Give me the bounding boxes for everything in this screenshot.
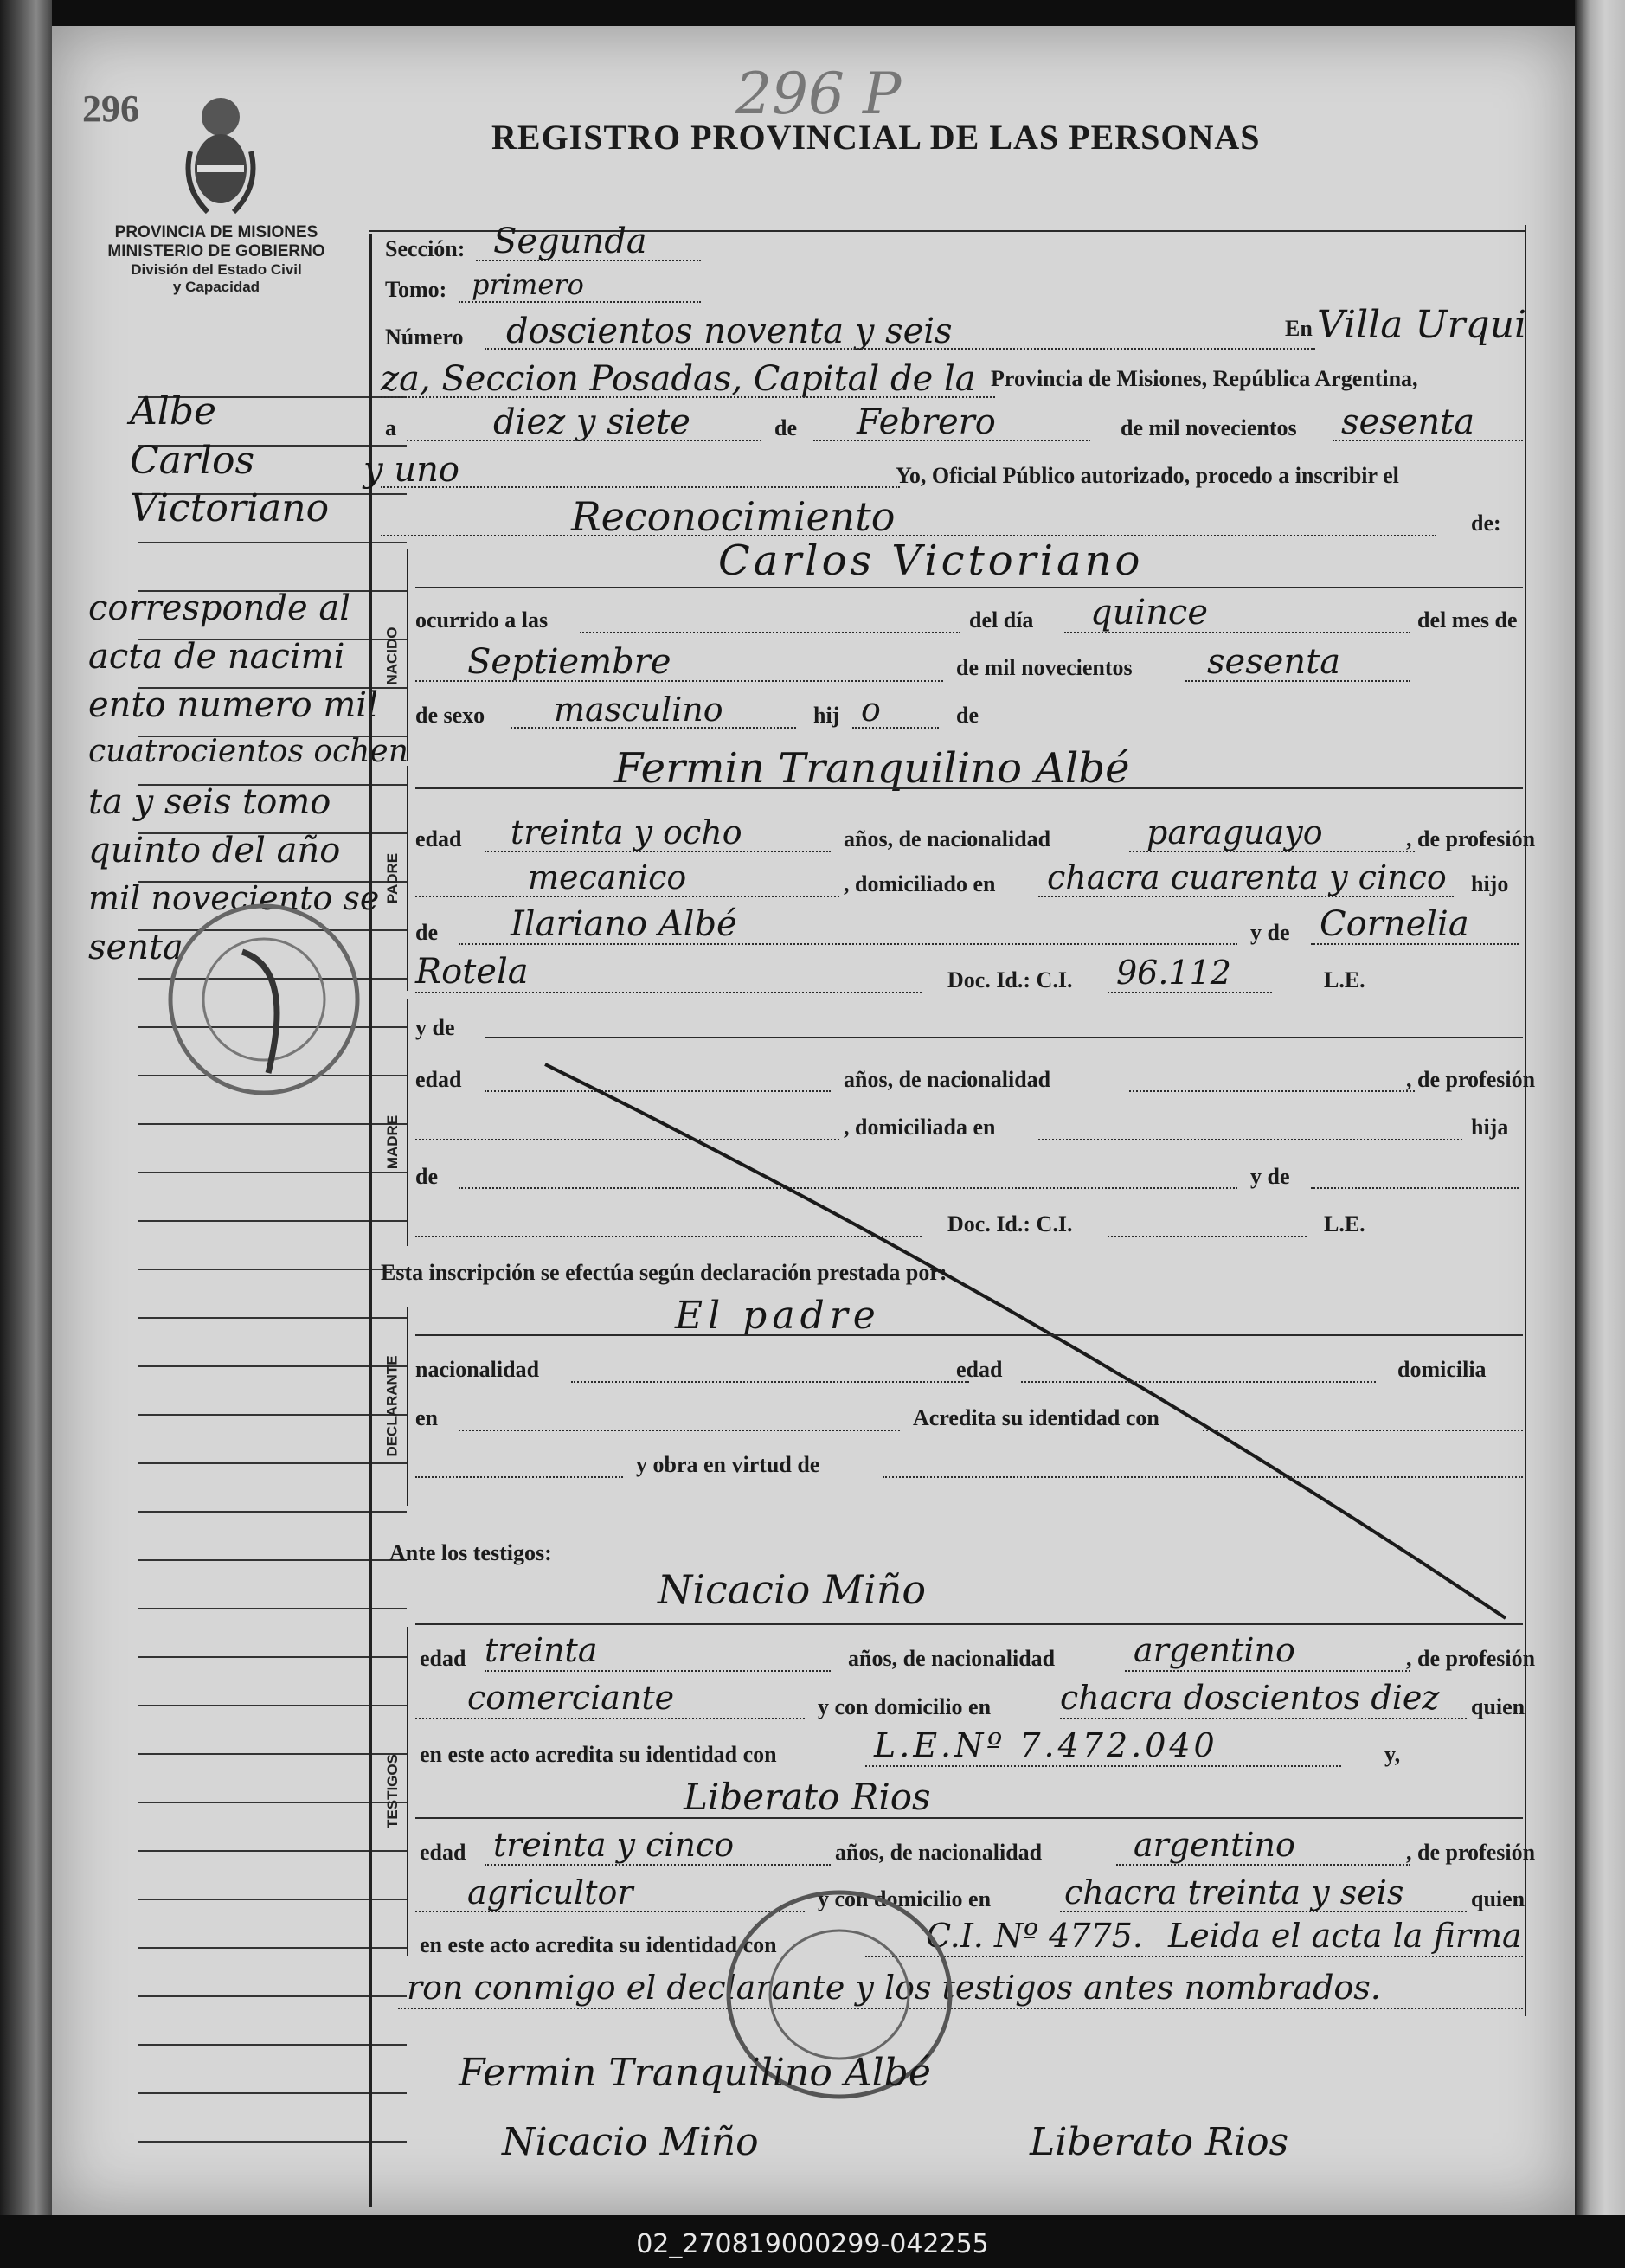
madre-hija-label: hija — [1471, 1115, 1509, 1140]
del-dia-label: del día — [969, 607, 1034, 633]
padre-le-label: L.E. — [1324, 967, 1365, 993]
org-division: División del Estado Civil — [131, 261, 302, 278]
t1-nac-label: años, de nacionalidad — [848, 1646, 1056, 1671]
margin-surname: Albe — [130, 389, 217, 434]
padre-edad-label: edad — [415, 826, 462, 851]
padre-dom-label: , domiciliado en — [844, 871, 996, 896]
padre-de-label: de — [415, 920, 438, 945]
witness1-address: chacra doscientos diez — [1060, 1679, 1440, 1717]
witness2-profession: agricultor — [467, 1873, 633, 1911]
witness1-id: L.E.Nº 7.472.040 — [874, 1726, 1218, 1764]
t2-prof-label: , de profesión — [1406, 1840, 1536, 1865]
margin-divider — [369, 234, 372, 2207]
del-mes-label: del mes de — [1417, 607, 1518, 633]
nacido-bracket — [407, 549, 408, 761]
en-label: En — [1285, 316, 1313, 341]
padre-prof-label: , de profesión — [1406, 826, 1536, 851]
padre-doc-label: Doc. Id.: C.I. — [947, 967, 1073, 993]
madre-le-label: L.E. — [1324, 1211, 1365, 1237]
testigos-section-label: TESTIGOS — [384, 1754, 401, 1828]
seccion-value: Segunda — [493, 222, 647, 261]
register-page — [52, 26, 1575, 2215]
adjacent-page-edge — [1575, 0, 1625, 2215]
page-title: REGISTRO PROVINCIAL DE LAS PERSONAS — [491, 118, 1261, 157]
sexo-label: de sexo — [415, 703, 485, 728]
sexo-value: masculino — [554, 691, 723, 729]
en-value: Villa Urqui — [1317, 303, 1527, 347]
margin-note-line: mil noveciento se — [88, 879, 380, 917]
madre-doc-label: Doc. Id.: C.I. — [947, 1211, 1073, 1237]
province-text: Provincia de Misiones, República Argentina, — [991, 366, 1418, 391]
father-id-number: 96.112 — [1116, 954, 1231, 992]
declarante-nac-label: nacionalidad — [415, 1357, 540, 1382]
year-label: de mil novecientos — [1121, 415, 1297, 440]
margin-note-line: acta de nacimi — [88, 637, 345, 677]
t1-edad-label: edad — [420, 1646, 466, 1671]
madre-prof-label: , de profesión — [1406, 1067, 1536, 1092]
hij-value: o — [861, 691, 881, 729]
paternal-grandfather: Ilariano Albé — [511, 904, 737, 944]
t1-prof-label: , de profesión — [1406, 1646, 1536, 1671]
birth-month: Septiembre — [467, 642, 671, 682]
t1-y-label: y, — [1384, 1742, 1401, 1767]
madre-yde-label: y de — [415, 1015, 455, 1040]
paternal-grandmother: Cornelia — [1320, 904, 1469, 944]
testigos-bracket — [407, 1627, 408, 1956]
birth-year-label: de mil novecientos — [956, 655, 1133, 680]
declarante-bracket — [407, 1307, 408, 1506]
madre-section-label: MADRE — [384, 1115, 401, 1170]
madre-bracket — [407, 999, 408, 1246]
declarante-dom-label: domicilia — [1397, 1357, 1487, 1382]
org-ministry: MINISTERIO DE GOBIERNO — [107, 242, 325, 260]
closing-line-2: ron conmigo el declarante y los testigos antes nombrados. — [407, 1969, 1381, 2007]
madre-edad-label: edad — [415, 1067, 462, 1092]
birth-day: quince — [1090, 593, 1208, 633]
act-type: Reconocimiento — [571, 493, 896, 540]
father-name: Fermin Tranquilino Albé — [614, 744, 1130, 793]
madre-dom-label: , domiciliada en — [844, 1115, 996, 1140]
nacido-section-label: NACIDO — [384, 626, 401, 685]
image-filename: 02_270819000299-042255 — [636, 2228, 989, 2259]
father-profession: mecanico — [528, 858, 687, 896]
madre-nac-label: años, de nacionalidad — [844, 1067, 1051, 1092]
parents-de-label: de — [956, 703, 979, 728]
witness2-name: Liberato Rios — [684, 1776, 931, 1818]
witness1-age: treinta — [485, 1631, 598, 1669]
padre-nac-label: años, de nacionalidad — [844, 826, 1051, 851]
t1-acredita-label: en este acto acredita su identidad con — [420, 1742, 777, 1767]
tomo-label: Tomo: — [385, 277, 447, 302]
t2-acredita-label: en este acto acredita su identidad con — [420, 1932, 777, 1957]
closing-line-1: Leida el acta la firma — [1168, 1917, 1522, 1955]
margin-note-line: cuatrocientos ochen — [88, 734, 408, 769]
page-number-stamp: 296 — [82, 87, 139, 130]
witness2-address: chacra treinta y seis — [1064, 1873, 1404, 1911]
witness2-age: treinta y cinco — [493, 1826, 735, 1864]
registration-day: diez y siete — [493, 402, 690, 442]
coat-of-arms-emblem — [182, 91, 260, 221]
t2-nac-label: años, de nacionalidad — [835, 1840, 1043, 1865]
t2-quien-label: quien — [1471, 1886, 1525, 1911]
margin-note-line: quinto del año — [88, 831, 341, 871]
act-de-label: de: — [1471, 511, 1501, 536]
declarante-en-label: en — [415, 1405, 438, 1430]
padre-yde-label: y de — [1250, 920, 1290, 945]
book-spine — [0, 0, 52, 2215]
date-a-label: a — [385, 415, 396, 440]
seccion-label: Sección: — [385, 236, 466, 261]
margin-first-name: Carlos — [130, 439, 255, 483]
tomo-value: primero — [472, 268, 584, 301]
padre-hijo-label: hijo — [1471, 871, 1509, 896]
father-address: chacra cuarenta y cinco — [1047, 858, 1447, 896]
margin-note-line: corresponde al — [88, 588, 351, 628]
madre-de-label: de — [415, 1164, 438, 1189]
oficial-statement: Yo, Oficial Público autorizado, procedo a inscribir el — [896, 463, 1399, 488]
t2-dom-label: y con domicilio en — [818, 1886, 992, 1911]
t1-dom-label: y con domicilio en — [818, 1694, 992, 1719]
margin-note-line: ta y seis tomo — [88, 782, 331, 822]
testigos-intro: Ante los testigos: — [389, 1540, 552, 1565]
father-age: treinta y ocho — [511, 813, 742, 851]
signature-witness1: Nicacio Miño — [502, 2120, 759, 2164]
signature-declarante: Fermin Tranquilino Albé — [459, 2051, 931, 2095]
inscripcion-statement: Esta inscripción se efectúa según declaración prestada por: — [381, 1260, 947, 1285]
paternal-grandmother-cont: Rotela — [415, 952, 529, 992]
signature-witness2: Liberato Rios — [1030, 2120, 1289, 2164]
date-de-label: de — [774, 415, 797, 440]
declarante-obra-label: y obra en virtud de — [636, 1452, 820, 1477]
declarante-section-label: DECLARANTE — [384, 1355, 401, 1457]
org-province: PROVINCIA DE MISIONES — [114, 223, 318, 241]
cancellation-stroke — [536, 1056, 1575, 1627]
margin-note-line: senta — [88, 928, 183, 967]
declarante-value: El padre — [675, 1294, 881, 1338]
padre-bracket — [407, 766, 408, 991]
t1-quien-label: quien — [1471, 1694, 1525, 1719]
witness2-nationality: argentino — [1134, 1826, 1295, 1864]
margin-middle-name: Victoriano — [130, 486, 330, 530]
registration-year-cont: y uno — [363, 450, 459, 490]
padre-section-label: PADRE — [384, 852, 401, 904]
margin-note-line: ento numero mil — [88, 685, 378, 725]
declarante-edad-label: edad — [956, 1357, 1003, 1382]
witness1-name: Nicacio Miño — [658, 1566, 927, 1613]
registry-seal-stamp — [164, 900, 363, 1099]
madre-yde2-label: y de — [1250, 1164, 1290, 1189]
declarante-acredita-label: Acredita su identidad con — [913, 1405, 1159, 1430]
numero-label: Número — [385, 324, 464, 350]
ocurrido-label: ocurrido a las — [415, 607, 549, 633]
page-number-handwritten: 296 P — [735, 61, 902, 127]
witness2-id: C.I. Nº 4775. — [926, 1917, 1143, 1955]
registration-year: sesenta — [1341, 402, 1475, 442]
father-nationality: paraguayo — [1146, 813, 1323, 851]
t2-edad-label: edad — [420, 1840, 466, 1865]
numero-value: doscientos noventa y seis — [506, 312, 953, 351]
place-continuation: za, Seccion Posadas, Capital de la — [381, 359, 976, 399]
org-capacity: y Capacidad — [172, 279, 260, 295]
registration-month: Febrero — [857, 402, 996, 442]
child-name: Carlos Victoriano — [718, 536, 1144, 585]
hij-label: hij — [813, 703, 840, 728]
witness1-profession: comerciante — [467, 1679, 675, 1717]
witness1-nationality: argentino — [1134, 1631, 1295, 1669]
birth-year: sesenta — [1207, 642, 1341, 682]
issuing-organization — [87, 223, 346, 296]
